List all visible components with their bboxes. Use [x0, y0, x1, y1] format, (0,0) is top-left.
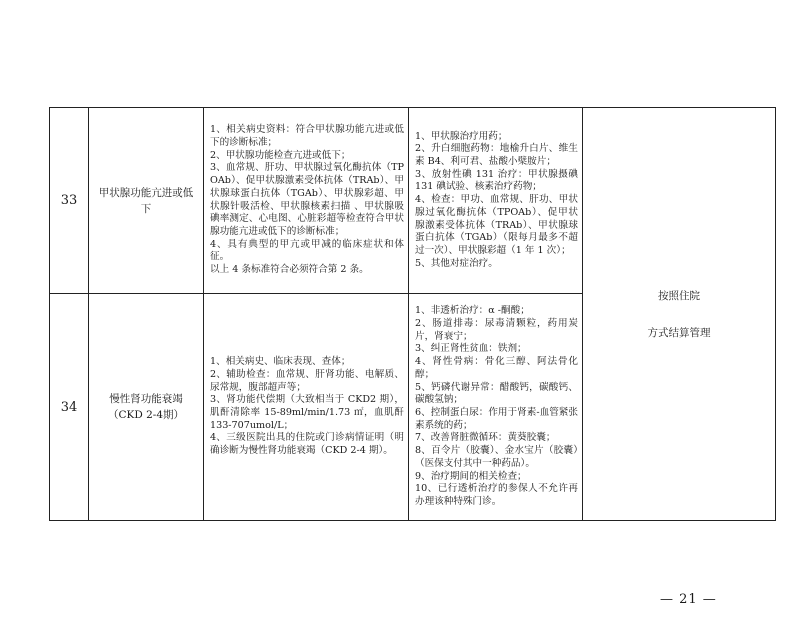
scope-item: 1、非透析治疗：α -酮酸；: [415, 305, 530, 317]
scope-item: 8、百令片（胶囊）、金水宝片（胶囊）（医保支付其中一种药品）。: [415, 445, 578, 469]
scope-item: 5、其他对症治疗。: [415, 257, 498, 269]
treatment-scope: [409, 131, 582, 271]
scope-item: 2、升白细胞药物：地榆升白片、维生素 B4、利可君、盐酸小檗胺片；: [415, 143, 578, 168]
standard-item: 2、辅助检查：血常规、肝肾功能、电解质、尿常规，腹部超声等；: [210, 368, 404, 393]
standard-item: 4、具有典型的甲亢或甲减的临床症状和体征。: [210, 238, 404, 263]
diagnostic-standards: [204, 124, 408, 276]
scope-item: 4、检查：甲功、血常规、肝功、甲状腺过氧化酶抗体（TPOAb）、促甲状腺激素受体抗体（TRAb）、甲状腺球蛋白抗体（TGAb）（限每月最多不超过一次）、甲状腺彩超（1 年 1 次）；: [415, 194, 578, 256]
row-number: 33: [50, 108, 89, 294]
treatment-scope-cell: [409, 294, 583, 521]
diagnostic-standards-cell: [204, 108, 409, 294]
treatment-scope: [409, 305, 582, 508]
standard-item: 以上 4 条标准符合必须符合第 2 条。: [210, 264, 369, 276]
scope-item: 10、已行透析治疗的参保人不允许再办理该种特殊门诊。: [415, 483, 578, 507]
table-row: [50, 108, 776, 294]
row-number: 34: [50, 294, 89, 521]
page-number: — 21 —: [660, 592, 717, 607]
scope-item: 3、纠正肾性贫血：铁剂；: [415, 343, 527, 355]
treatment-scope-cell: [409, 108, 583, 294]
diagnostic-standards: [204, 356, 408, 458]
scope-item: 2、肠道排毒：尿毒清颗粒，药用炭片，肾衰宁；: [415, 318, 578, 342]
disease-name: 慢性肾功能衰竭（CKD 2-4期）: [89, 294, 204, 521]
disease-name: 甲状腺功能亢进或低下: [89, 108, 204, 294]
disease-criteria-table: [49, 107, 776, 521]
standard-item: 3、血常规、肝功、甲状腺过氧化酶抗体（TPOAb）、促甲状腺激素受体抗体（TRAb）、甲状腺球蛋白抗体（TGAb）、甲状腺彩超、甲状腺针吸活检、甲状腺核素扫描 、甲状腺吸碘率测定、心电图、心脏彩超等检查符合甲状腺功能亢进或低下的诊断标准；: [210, 162, 404, 237]
scope-item: 1、甲状腺治疗用药；: [415, 130, 508, 142]
standard-item: 1、相关病史、临床表现、查体；: [210, 356, 351, 368]
settlement-method-line1: 按照住院: [658, 290, 700, 302]
settlement-method-line2: 方式结算管理: [647, 327, 711, 339]
diagnostic-standards-cell: [204, 294, 409, 521]
scope-item: 3、放射性碘 131 治疗：甲状腺摄碘 131 碘试验、核素治疗药物；: [415, 168, 578, 193]
settlement-method-cell: [583, 108, 776, 521]
scope-item: 7、改善肾脏微循环：黄葵胶囊；: [415, 432, 556, 444]
scope-item: 6、控制蛋白尿：作用于肾素-血管紧张素系统的药；: [415, 407, 578, 431]
standard-item: 3、肾功能代偿期（大致相当于 CKD2 期），肌酐清除率 15-89ml/min/1.73 ㎡，血肌酐 133-707umol/L；: [210, 394, 404, 431]
standard-item: 4、三级医院出具的住院或门诊病情证明（明确诊断为慢性肾功能衰竭（CKD 2-4 期）。: [210, 432, 404, 457]
scope-item: 4、肾性骨病：骨化三醇、阿法骨化醇；: [415, 356, 578, 380]
scope-item: 9、治疗期间的相关检查；: [415, 470, 527, 482]
scope-item: 5、钙磷代谢异常：醋酸钙，碳酸钙、碳酸氢钠；: [415, 381, 578, 406]
standard-item: 1、相关病史资料：符合甲状腺功能亢进或低下的诊断标准；: [210, 124, 404, 148]
standard-item: 2、甲状腺功能检查亢进或低下；: [210, 149, 351, 161]
